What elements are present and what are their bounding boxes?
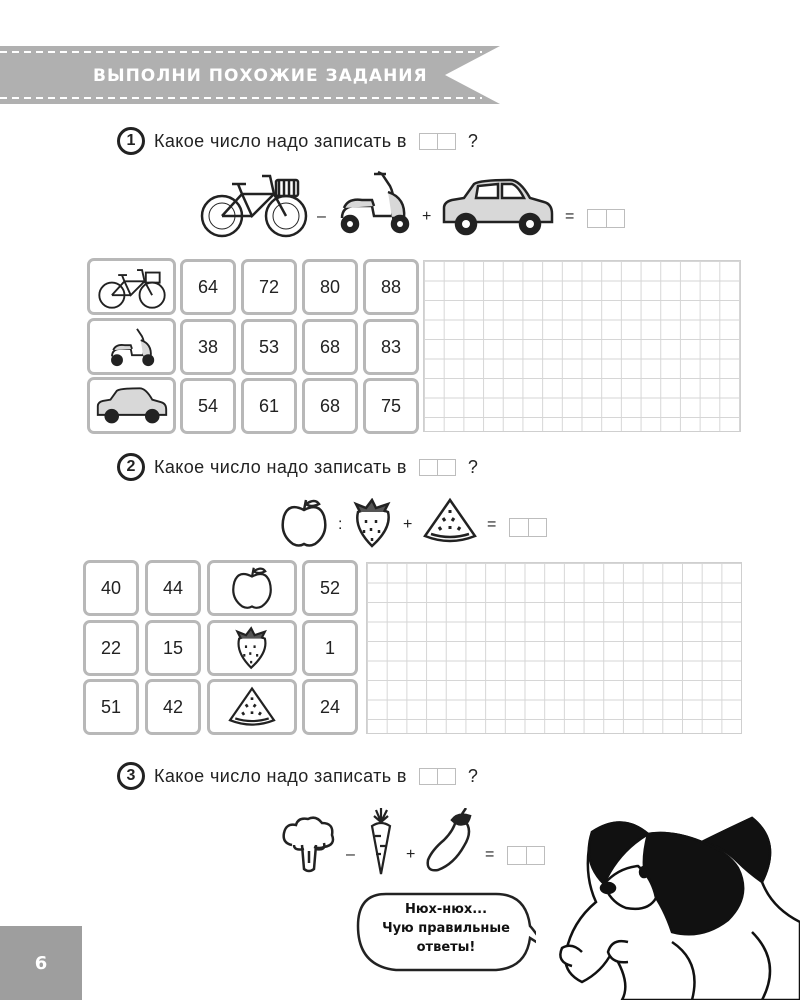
strawberry-icon [207, 620, 297, 676]
operator: = [485, 846, 495, 863]
equation-answer-box [509, 518, 547, 537]
watermelon-icon [421, 496, 479, 546]
question-text: Какое число надо записать в [154, 765, 407, 786]
value-cell: 80 [302, 259, 358, 315]
question-mark: ? [467, 130, 478, 151]
operator: : [338, 516, 343, 533]
equation-answer-box [507, 846, 545, 865]
dog-illustration [552, 812, 800, 1000]
question-mark: ? [467, 456, 478, 477]
value-cell: 24 [302, 679, 358, 735]
value-cell: 38 [180, 319, 236, 375]
question-text: Какое число надо записать в [154, 456, 407, 477]
question-text: Какое число надо записать в [154, 130, 407, 151]
work-grid[interactable] [423, 260, 741, 432]
operator: – [317, 208, 326, 225]
value-cell: 72 [241, 259, 297, 315]
banner-title: ВЫПОЛНИ ПОХОЖИЕ ЗАДАНИЯ [93, 66, 428, 86]
answer-box [419, 459, 456, 476]
value-cell: 88 [363, 259, 419, 315]
answer-box [419, 768, 456, 785]
value-cell: 52 [302, 560, 358, 616]
operator: + [422, 208, 432, 225]
bubble-line: ответы! [416, 940, 476, 955]
operator: + [406, 846, 416, 863]
car-icon [440, 178, 556, 238]
operator: = [565, 208, 575, 225]
value-cell: 42 [145, 679, 201, 735]
value-cell: 68 [302, 319, 358, 375]
bubble-text [356, 900, 536, 957]
question-2 [117, 453, 478, 481]
eggplant-icon [424, 808, 476, 874]
carrot-icon [362, 808, 400, 876]
question-3 [117, 762, 478, 790]
value-cell: 1 [302, 620, 358, 676]
question-number: 3 [117, 762, 145, 790]
operator: + [403, 516, 413, 533]
scooter-icon [87, 318, 176, 375]
car-icon [87, 377, 176, 434]
value-cell: 53 [241, 319, 297, 375]
equation-answer-box [587, 209, 625, 228]
value-cell: 54 [180, 378, 236, 434]
bicycle-icon [198, 168, 310, 238]
question-mark: ? [467, 765, 478, 786]
operator: = [487, 516, 497, 533]
apple-icon [207, 560, 297, 616]
value-cell: 75 [363, 378, 419, 434]
watermelon-icon [207, 679, 297, 735]
value-cell: 44 [145, 560, 201, 616]
operator: – [346, 846, 355, 863]
value-cell: 68 [302, 378, 358, 434]
work-grid[interactable] [366, 562, 742, 734]
question-number: 2 [117, 453, 145, 481]
question-number: 1 [117, 127, 145, 155]
page-number: 6 [34, 952, 48, 974]
value-cell: 15 [145, 620, 201, 676]
answer-box [419, 133, 456, 150]
value-cell: 61 [241, 378, 297, 434]
bubble-line: Чую правильные [382, 921, 510, 936]
page-number-tab [0, 926, 82, 1000]
scooter-icon [334, 168, 414, 238]
strawberry-icon [352, 498, 394, 548]
apple-icon [279, 498, 329, 548]
value-cell: 83 [363, 319, 419, 375]
value-cell: 51 [83, 679, 139, 735]
bubble-line: Нюх-нюх... [404, 902, 488, 917]
question-1 [117, 127, 478, 155]
value-cell: 64 [180, 259, 236, 315]
value-cell: 22 [83, 620, 139, 676]
broccoli-icon [280, 815, 338, 875]
value-cell: 40 [83, 560, 139, 616]
bicycle-icon [87, 258, 176, 315]
